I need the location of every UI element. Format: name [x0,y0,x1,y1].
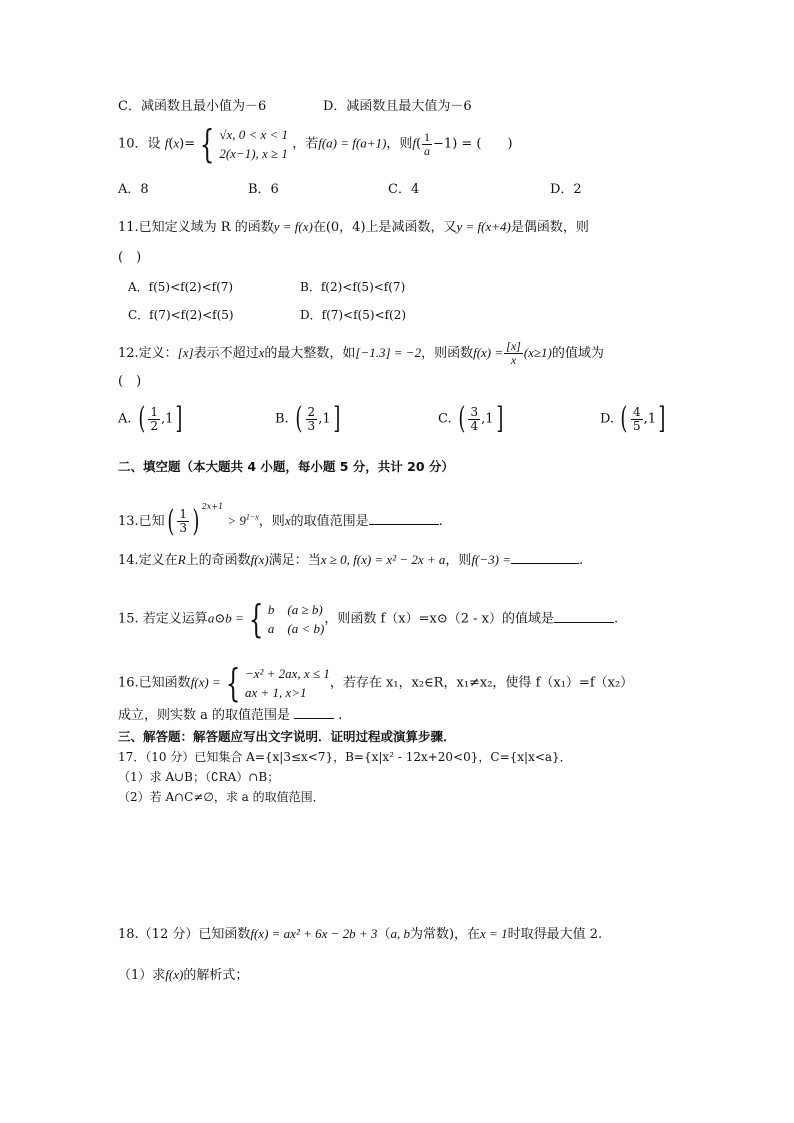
question-16 [118,661,634,705]
q9-option-c: C．减函数且最小值为－6 [118,99,267,114]
q16-case-2: ax + 1, x>1 [244,685,307,700]
q10-prefix: 10．设 [118,136,161,152]
q18-vars: a, b [390,926,410,941]
q17-part-2: （2）若 A∩C≠∅，求 a 的取值范围． [118,790,325,804]
q16-cases [245,664,330,702]
q13-text-2: ，则 [258,514,285,529]
q10-cases [219,125,288,163]
question-10: 10．设 f(x)= { √x, 0 < x < 1 2(x−1), x ≥ 1 ，若f(a) = f(a+1)，则f( $\frac{1}{a}$ −1) = ( ) [118,122,513,166]
q18-part-1-fx: f(x) [165,967,184,982]
q14-text-4: ，则 [445,553,472,568]
question-12 [118,340,604,367]
q17-line-1: 17．（10 分）已知集合 A={x|3≤x<7}，B={x|x² - 12x+20<0}，C={x|x<a}． [118,750,572,764]
q10-condition: f(a) = f(a+1) [318,135,387,151]
q16-line-2-text: 成立，则实数 a 的取值范围是 [118,708,291,723]
q14-text: 14.定义在 [118,553,178,568]
q12-option-a: A. ( $\frac{1}{2}$ ,1] [118,401,183,436]
q14-answer-blank[interactable] [511,563,579,564]
q12-function: f(x) = [473,345,504,360]
q15-brace: { [248,597,264,641]
q10-brace: { [199,122,215,166]
section-3-heading: 三、解答题：解答题应写出文字说明．证明过程或演算步骤． [118,729,456,744]
q10-case-1: √x, 0 < x < 1 [219,127,289,142]
q18-part-1-tail: 的解析式； [183,968,249,983]
q12-paren: ( ) [118,374,142,389]
q12-d-num: 4 [632,404,641,419]
q11-option-b: B．f(2)<f(5)<f(7) [300,280,406,294]
q10-mid-text-2: ，则 [386,136,413,152]
q12-option-d: D. ( $\frac{4}{5}$ ,1] [600,401,666,436]
question-11 [118,218,589,237]
q13-answer-blank[interactable] [369,524,439,525]
q16-line-2 [118,707,342,725]
q15-cases [268,600,324,638]
q10-case-2: 2(x−1), x ≥ 1 [219,146,288,161]
q14-text-3: 满足：当 [268,553,321,568]
q16-answer-blank[interactable] [294,718,334,719]
q13-var: x [284,513,291,528]
q12-option-b-label: B. [275,411,289,427]
question-14 [118,551,583,570]
q10-option-c: C．4 [388,182,420,197]
q12-a-num: 1 [150,404,159,419]
q12-option-c-label: C. [438,411,452,427]
q11-text-2: 在(0，4)上是减函数，又 [312,220,457,235]
q12-bracket: [x] [177,345,194,360]
q10-option-a: A．8 [118,182,149,197]
q11-text-3: 是偶函数，则 [510,220,589,235]
q12-option-b: B. ( $\frac{2}{3}$ ,1] [275,401,340,436]
q10-option-d: D．2 [550,182,582,197]
q12-text-3: 的最大整数，如 [264,346,356,361]
q14-R: R [177,552,186,567]
q12-b-num: 2 [307,404,316,419]
question-15 [118,597,619,641]
q16-text-2: ，若存在 x₁，x₂∈R，x₁≠x₂，使得 f（x₁）=f（x₂） [329,675,634,691]
q13-text: 13.已知 [118,514,165,529]
q10-fx: f [164,135,169,151]
q18-text-4: 时取得最大值 2. [507,927,603,942]
q17-part-1: （1）求 A∪B；（∁RA）∩B； [118,770,280,784]
q10-tail: −1) = ( ) [433,136,513,152]
q12-text: 12.定义： [118,346,178,361]
q13-exponent: 2x+1 [201,502,224,511]
q13-inequality: > 9 [227,513,246,528]
section-2-heading: 二、填空题（本大题共 4 小题，每小题 5 分，共计 20 分） [118,459,454,474]
q18-function: f(x) = ax² + 6x − 2b + 3 [250,926,378,941]
q12-text-4: ，则函数 [421,346,474,361]
q18-text-2: （ [377,927,391,942]
q11-option-c: C．f(7)<f(2)<f(5) [128,308,234,322]
q12-text-5: 的值域为 [551,346,604,361]
q11-text: 11.已知定义域为 R 的函数 [118,220,274,235]
q15-case-1: b (a ≥ b) [267,602,323,617]
question-18 [118,925,602,944]
q11-option-d: D．f(7)<f(5)<f(2) [300,308,407,322]
question-13: 13.已知( $\frac{1}{3}$ ) $^{2x+1} > 9^{1-x}$，则x的取值范围是 . [118,502,443,539]
q18-text-3: 为常数)，在 [409,927,481,942]
q12-var: x [258,345,265,360]
q15-case-2: a (a < b) [267,621,325,636]
q16-fx: f(x) = [190,674,221,690]
q14-condition: x ≥ 0, f(x) = x² − 2x + a [320,552,446,567]
q12-b-den: 3 [307,418,316,433]
q15-text: 15. 若定义运算 [118,611,208,627]
q16-case-1: −x² + 2ax, x ≤ 1 [244,666,330,681]
q12-option-c: C. ( $\frac{3}{4}$ ,1] [438,401,503,436]
q12-text-2: 表示不超过 [193,346,259,361]
q18-part-1 [118,966,248,985]
q16-end: . [338,708,343,723]
q11-paren: ( ) [118,250,142,265]
q11-function-2: y = f(x+4) [456,219,511,234]
q14-ask: f(−3) = [471,552,512,567]
q14-fx: f(x) [250,552,269,567]
q18-text: 18.（12 分）已知函数 [118,927,251,942]
q16-text: 16.已知函数 [118,675,191,691]
q12-option-a-label: A. [118,411,132,427]
q12-a-den: 2 [150,418,159,433]
q12-example: [−1.3] = −2 [355,345,422,360]
q10-option-b: B．6 [248,182,279,197]
q10-fraction: $\frac{1}{a}$ [424,129,431,158]
q15-answer-blank[interactable] [554,622,614,623]
q13-text-3: 的取值范围是 [290,514,369,529]
q14-text-2: 上的奇函数 [185,553,251,568]
q13-exponent-2: 1−x [245,512,259,522]
q11-option-a: A．f(5)<f(2)<f(7) [128,280,234,294]
q12-c-num: 3 [470,404,479,419]
q15-text-2: ，则函数 f（x）=x⊙（2 - x）的值域是 [324,611,555,627]
q12-option-d-label: D. [600,411,615,427]
q12-d-den: 5 [632,418,641,433]
q18-part-1-text: （1）求 [118,968,166,983]
q13-end: . [438,514,443,529]
q15-operator: a⊙b = [207,610,244,626]
q16-brace: { [225,661,241,705]
q12-condition: (x≥1) [523,345,552,360]
q9-option-d: D．减函数且最大值为－6 [323,99,472,114]
q10-mid-text: ，若 [292,136,319,152]
q14-end: . [579,553,584,568]
q12-c-den: 4 [470,418,479,433]
q11-function-1: y = f(x) [273,219,313,234]
q15-end: . [614,611,619,627]
q18-at: x = 1 [480,926,508,941]
q12-fraction: $\frac{[x]}{x}$ [506,339,521,367]
